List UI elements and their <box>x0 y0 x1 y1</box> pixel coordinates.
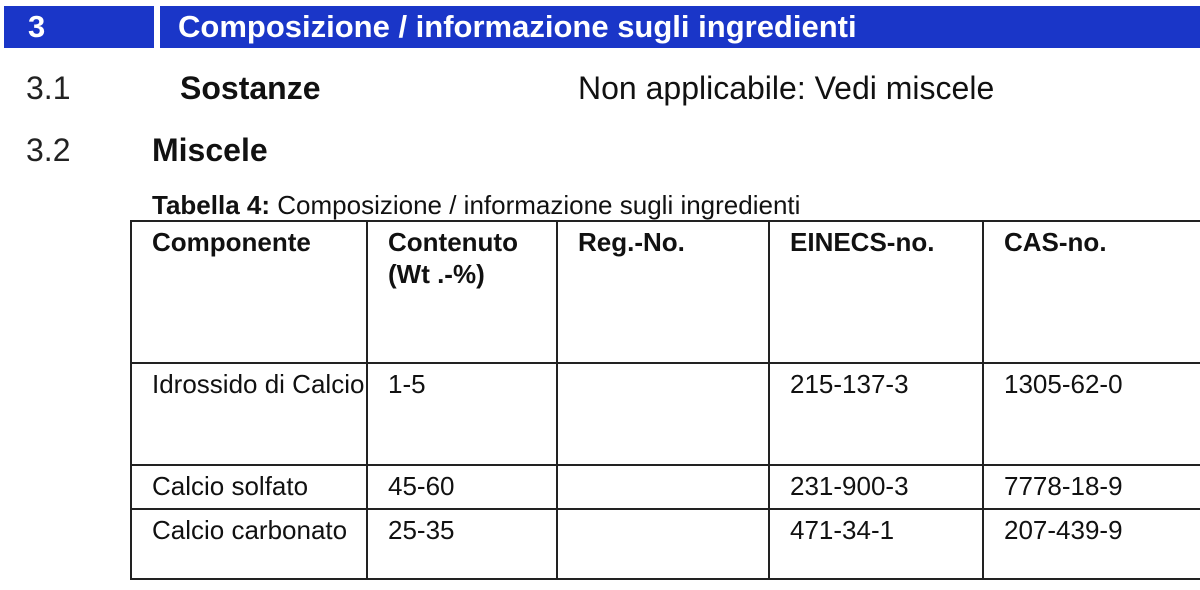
subsection-title-sostanze: Sostanze <box>180 70 321 106</box>
cell-einecs-no: 231-900-3 <box>769 465 983 509</box>
cell-einecs-no: 215-137-3 <box>769 363 983 465</box>
section-title-box <box>160 6 1200 48</box>
header-cas-no: CAS-no. <box>983 221 1200 363</box>
header-componente: Componente <box>131 221 367 363</box>
cell-einecs-no: 471-34-1 <box>769 509 983 579</box>
header-einecs-no: EINECS-no. <box>769 221 983 363</box>
table-row <box>131 363 1200 465</box>
cell-cas-no: 1305-62-0 <box>983 363 1200 465</box>
cell-contenuto: 1-5 <box>367 363 557 465</box>
table-caption-text: Composizione / informazione sugli ingredienti <box>277 190 801 220</box>
composition-table <box>130 220 1200 580</box>
table-row <box>131 465 1200 509</box>
subsection-number-3-1: 3.1 <box>26 70 71 106</box>
header-reg-no: Reg.-No. <box>557 221 769 363</box>
cell-componente: Calcio solfato <box>131 465 367 509</box>
cell-componente: Calcio carbonato <box>131 509 367 579</box>
section-number-box <box>4 6 154 48</box>
table-caption-label: Tabella 4: <box>152 190 271 220</box>
header-contenuto: Contenuto (Wt .-%) <box>367 221 557 363</box>
subsection-value-sostanze: Non applicabile: Vedi miscele <box>578 70 995 106</box>
cell-componente: Idrossido di Calcio <box>131 363 367 465</box>
cell-reg-no <box>557 363 769 465</box>
cell-contenuto: 25-35 <box>367 509 557 579</box>
section-title: Composizione / informazione sugli ingredienti <box>178 9 857 44</box>
cell-reg-no <box>557 465 769 509</box>
cell-reg-no <box>557 509 769 579</box>
cell-cas-no: 207-439-9 <box>983 509 1200 579</box>
table-caption <box>152 190 800 221</box>
subsection-title-miscele: Miscele <box>152 132 268 168</box>
table-header-row <box>131 221 1200 363</box>
section-header <box>0 6 1200 48</box>
section-number: 3 <box>28 9 46 44</box>
cell-cas-no: 7778-18-9 <box>983 465 1200 509</box>
subsection-number-3-2: 3.2 <box>26 132 71 168</box>
cell-contenuto: 45-60 <box>367 465 557 509</box>
table-row <box>131 509 1200 579</box>
